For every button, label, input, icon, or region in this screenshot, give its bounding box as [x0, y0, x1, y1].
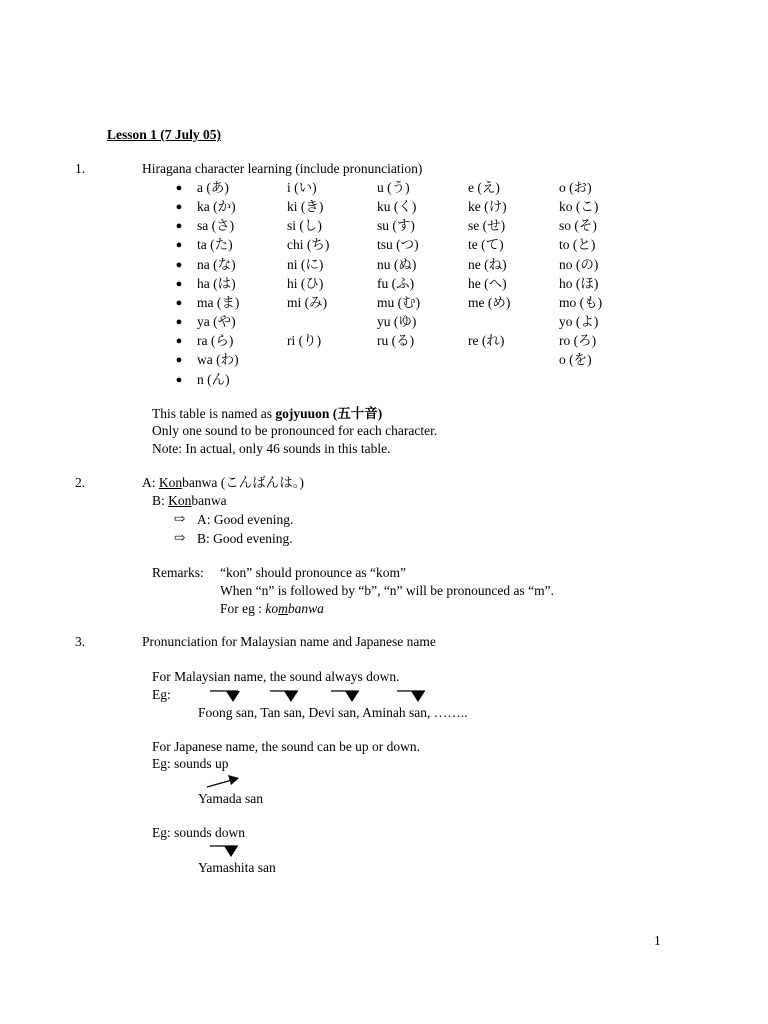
speaker-a: A:: [142, 475, 159, 490]
dialogue-line-b: [152, 491, 227, 510]
kana-cell: he (へ): [468, 276, 507, 291]
kana-cell: ro (ろ): [559, 333, 597, 348]
kana-cell: ni (に): [287, 257, 324, 272]
bullet: ●: [175, 374, 183, 386]
kana-cell: mo (も): [559, 295, 603, 310]
kana-cell: yo (よ): [559, 314, 599, 329]
example-rest: banwa: [287, 601, 324, 616]
kana-cell: no (の): [559, 257, 599, 272]
kana-cell: ko (こ): [559, 199, 599, 214]
kana-cell: re (れ): [468, 333, 505, 348]
note-prefix: This table is named as: [152, 406, 276, 421]
malaysian-name-rule: For Malaysian name, the sound always down.: [152, 669, 400, 684]
kana-cell: te (て): [468, 237, 504, 252]
kana-cell: a (あ): [197, 180, 229, 195]
section-3-heading: Pronunciation for Malaysian name and Japanese name: [142, 634, 436, 649]
example-m-underlined: m: [278, 601, 288, 616]
bullet: ●: [175, 278, 183, 290]
remarks-label: Remarks:: [152, 565, 204, 580]
kana-cell: ha (は): [197, 276, 236, 291]
kana-cell: ma (ま): [197, 295, 240, 310]
example-word: [265, 601, 324, 616]
reply-arrow-icon: ⇨: [174, 530, 186, 545]
kana-cell: hi (ひ): [287, 276, 324, 291]
remark-2: When “n” is followed by “b”, “n” will be pronounced as “m”.: [220, 583, 555, 598]
speaker-b: B:: [152, 493, 169, 508]
kana-cell: sa (さ): [197, 218, 235, 233]
note-line-2: Only one sound to be pronounced for each character.: [152, 423, 438, 438]
kana-cell: me (め): [468, 295, 511, 310]
bullet: ●: [175, 201, 183, 213]
bullet: ●: [175, 220, 183, 232]
dialogue-a-rest: banwa (こんばんは。): [182, 475, 304, 490]
kana-cell: si (し): [287, 218, 322, 233]
remark-3-prefix: For eg :: [220, 601, 266, 616]
remark-1: “kon” should pronounce as “kom”: [220, 565, 406, 580]
kana-cell: to (と): [559, 237, 596, 252]
section-1-heading: Hiragana character learning (include pronunciation): [142, 161, 423, 176]
lesson-title: Lesson 1 (7 July 05): [107, 127, 222, 142]
japanese-name-down: Yamashita san: [198, 860, 276, 875]
dialogue-line-a: [142, 473, 304, 492]
malaysian-names-example: Foong san, Tan san, Devi san, Aminah san, ……..: [198, 705, 468, 720]
bullet: ●: [175, 182, 183, 194]
kon-underlined: Kon: [158, 475, 183, 490]
kana-cell: n (ん): [197, 372, 230, 387]
kana-cell: e (え): [468, 180, 500, 195]
kana-cell: na (な): [197, 257, 236, 272]
kana-cell: i (い): [287, 180, 317, 195]
kana-cell: ku (く): [377, 199, 417, 214]
kana-cell: fu (ふ): [377, 276, 415, 291]
kana-cell: ru (る): [377, 333, 415, 348]
kana-cell: ra (ら): [197, 333, 234, 348]
kana-cell: yu (ゆ): [377, 314, 417, 329]
kana-cell: so (そ): [559, 218, 597, 233]
kana-cell: ta (た): [197, 237, 233, 252]
kana-cell: mu (む): [377, 295, 421, 310]
kana-cell: ka (か): [197, 199, 236, 214]
kana-cell: u (う): [377, 180, 410, 195]
kana-cell: ri (り): [287, 333, 322, 348]
bullet: ●: [175, 259, 183, 271]
eg-label: Eg:: [152, 687, 171, 702]
kana-cell: nu (ぬ): [377, 257, 417, 272]
kana-cell: ya (や): [197, 314, 236, 329]
kana-cell: tsu (つ): [377, 237, 419, 252]
kana-cell: chi (ち): [287, 237, 330, 252]
note-line-3: Note: In actual, only 46 sounds in this table.: [152, 441, 391, 456]
kana-cell: ne (ね): [468, 257, 507, 272]
kana-cell: mi (み): [287, 295, 328, 310]
bullet: ●: [175, 335, 183, 347]
kana-cell: ke (け): [468, 199, 507, 214]
bullet: ●: [175, 297, 183, 309]
kana-cell: se (せ): [468, 218, 506, 233]
section-2-number: 2.: [75, 475, 86, 490]
kana-cell: wa (わ): [197, 352, 239, 367]
kana-cell: ki (き): [287, 199, 324, 214]
eg-sounds-up-label: Eg: sounds up: [152, 756, 229, 771]
example-ko: ko: [265, 601, 279, 616]
remark-3: [220, 599, 324, 618]
reply-arrow-icon: ⇨: [174, 511, 186, 526]
note-term: gojyuuon (五十音): [275, 406, 383, 421]
bullet: ●: [175, 354, 183, 366]
kana-cell: ho (ほ): [559, 276, 599, 291]
kana-cell: o (を): [559, 352, 592, 367]
kon-underlined: Kon: [168, 493, 192, 508]
reply-a: A: Good evening.: [197, 512, 294, 527]
bullet: ●: [175, 316, 183, 328]
section-1-number: 1.: [75, 161, 86, 176]
eg-sounds-down-label: Eg: sounds down: [152, 825, 246, 840]
section-3-number: 3.: [75, 634, 86, 649]
page-number: 1: [654, 933, 661, 948]
bullet: ●: [175, 239, 183, 251]
kana-cell: o (お): [559, 180, 592, 195]
kana-cell: su (す): [377, 218, 415, 233]
japanese-name-up: Yamada san: [198, 791, 263, 806]
dialogue-b-rest: banwa: [191, 493, 227, 508]
reply-b: B: Good evening.: [197, 531, 293, 546]
japanese-name-rule: For Japanese name, the sound can be up or down.: [152, 739, 421, 754]
